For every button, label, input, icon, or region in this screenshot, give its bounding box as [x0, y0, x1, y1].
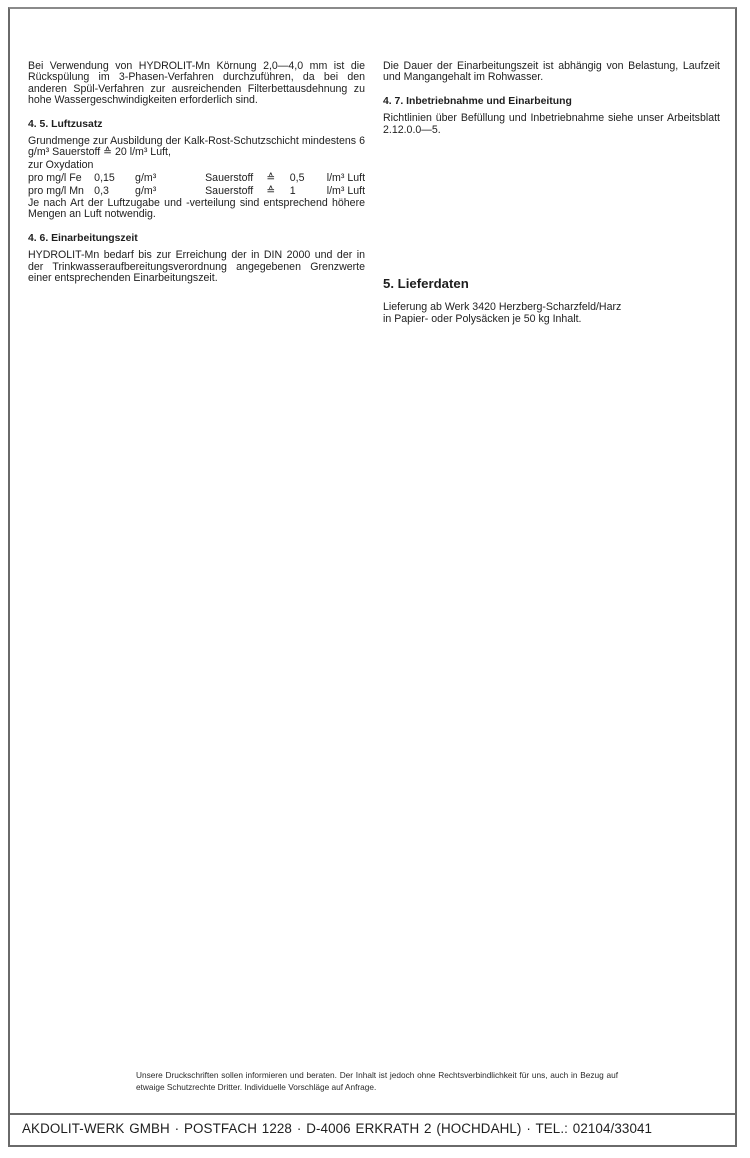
corresponds-icon: ≙: [266, 172, 276, 185]
lieferung-line-2: in Papier- oder Polysäcken je 50 kg Inhalt.: [383, 312, 582, 325]
disclaimer: [136, 1070, 618, 1093]
oxydation-label: zur Oxydation: [28, 158, 94, 171]
company-footer: [22, 1121, 734, 1136]
company-name: AKDOLIT-WERK GMBH: [22, 1121, 170, 1136]
section-heading-luftzusatz: 4. 5. Luftzusatz: [28, 118, 103, 130]
section-heading-inbetriebnahme: 4. 7. Inbetriebnahme und Einarbeitung: [383, 95, 572, 107]
section-heading-lieferdaten: 5. Lieferdaten: [383, 276, 469, 292]
left-column: [28, 61, 365, 285]
separator-dot: ·: [526, 1121, 531, 1136]
inbetriebnahme-paragraph: Richtlinien über Befüllung und Inbetriebnahme siehe unser Arbeitsblatt 2.12.0.0—5.: [383, 112, 720, 136]
luftmenge-paragraph: Je nach Art der Luftzugabe und -verteilung sind entsprechend höhere Mengen an Luft notwendig.: [28, 197, 365, 221]
separator-dot: ·: [174, 1121, 180, 1136]
phone: TEL.: 02104/33041: [535, 1121, 653, 1136]
luftzusatz-paragraph: Grundmenge zur Ausbildung der Kalk-Rost-Schutzschicht mindestens 6 g/m³ Sauerstoff ≙ 20 l/m³ Luft,: [28, 135, 365, 159]
intro-paragraph: Bei Verwendung von HYDROLIT-Mn Körnung 2,0—4,0 mm ist die Rückspülung im 3-Phasen-Verfahren durchzuführen, da bei den anderen Spül-Verfahren zur ausreichenden Filterbettausdehnung zu hohe Wassergeschwindigkeiten erforderlich sind.: [28, 60, 365, 107]
oxygen-row-fe: pro mg/l Fe 0,15 g/m³ Sauerstoff ≙ 0,5 l/m³ Luft: [28, 172, 366, 185]
einarbeitungszeit-paragraph: HYDROLIT-Mn bedarf bis zur Erreichung der in DIN 2000 und der in der Trinkwasseraufbereitungsverordnung angegebenen Grenzwerte einer entsprechenden Einarbeitungszeit.: [28, 249, 365, 285]
separator-dot: ·: [296, 1121, 302, 1136]
dauer-paragraph: Die Dauer der Einarbeitungszeit ist abhängig von Belastung, Laufzeit und Mangangehalt im Rohwasser.: [383, 60, 720, 84]
corresponds-icon: ≙: [266, 184, 276, 197]
right-column: [383, 61, 720, 325]
address: D-4006 ERKRATH 2 (HOCHDAHL): [306, 1121, 522, 1136]
disclaimer-text: Unsere Druckschriften sollen informieren und beraten. Der Inhalt ist jedoch ohne Rechtsverbindlichkeit für uns, auch in Bezug auf etwaige Schutzrechte Dritter. Individuelle Vorschläge auf Anfrage.: [136, 1070, 618, 1092]
section-heading-einarbeitungszeit: 4. 6. Einarbeitungszeit: [28, 232, 138, 244]
postbox: POSTFACH 1228: [184, 1121, 292, 1136]
oxygen-row-mn: pro mg/l Mn 0,3 g/m³ Sauerstoff ≙ 1 l/m³ Luft: [28, 184, 366, 197]
footer-divider: [8, 1113, 737, 1115]
lieferung-line-1: Lieferung ab Werk 3420 Herzberg-Scharzfeld/Harz: [383, 301, 622, 314]
